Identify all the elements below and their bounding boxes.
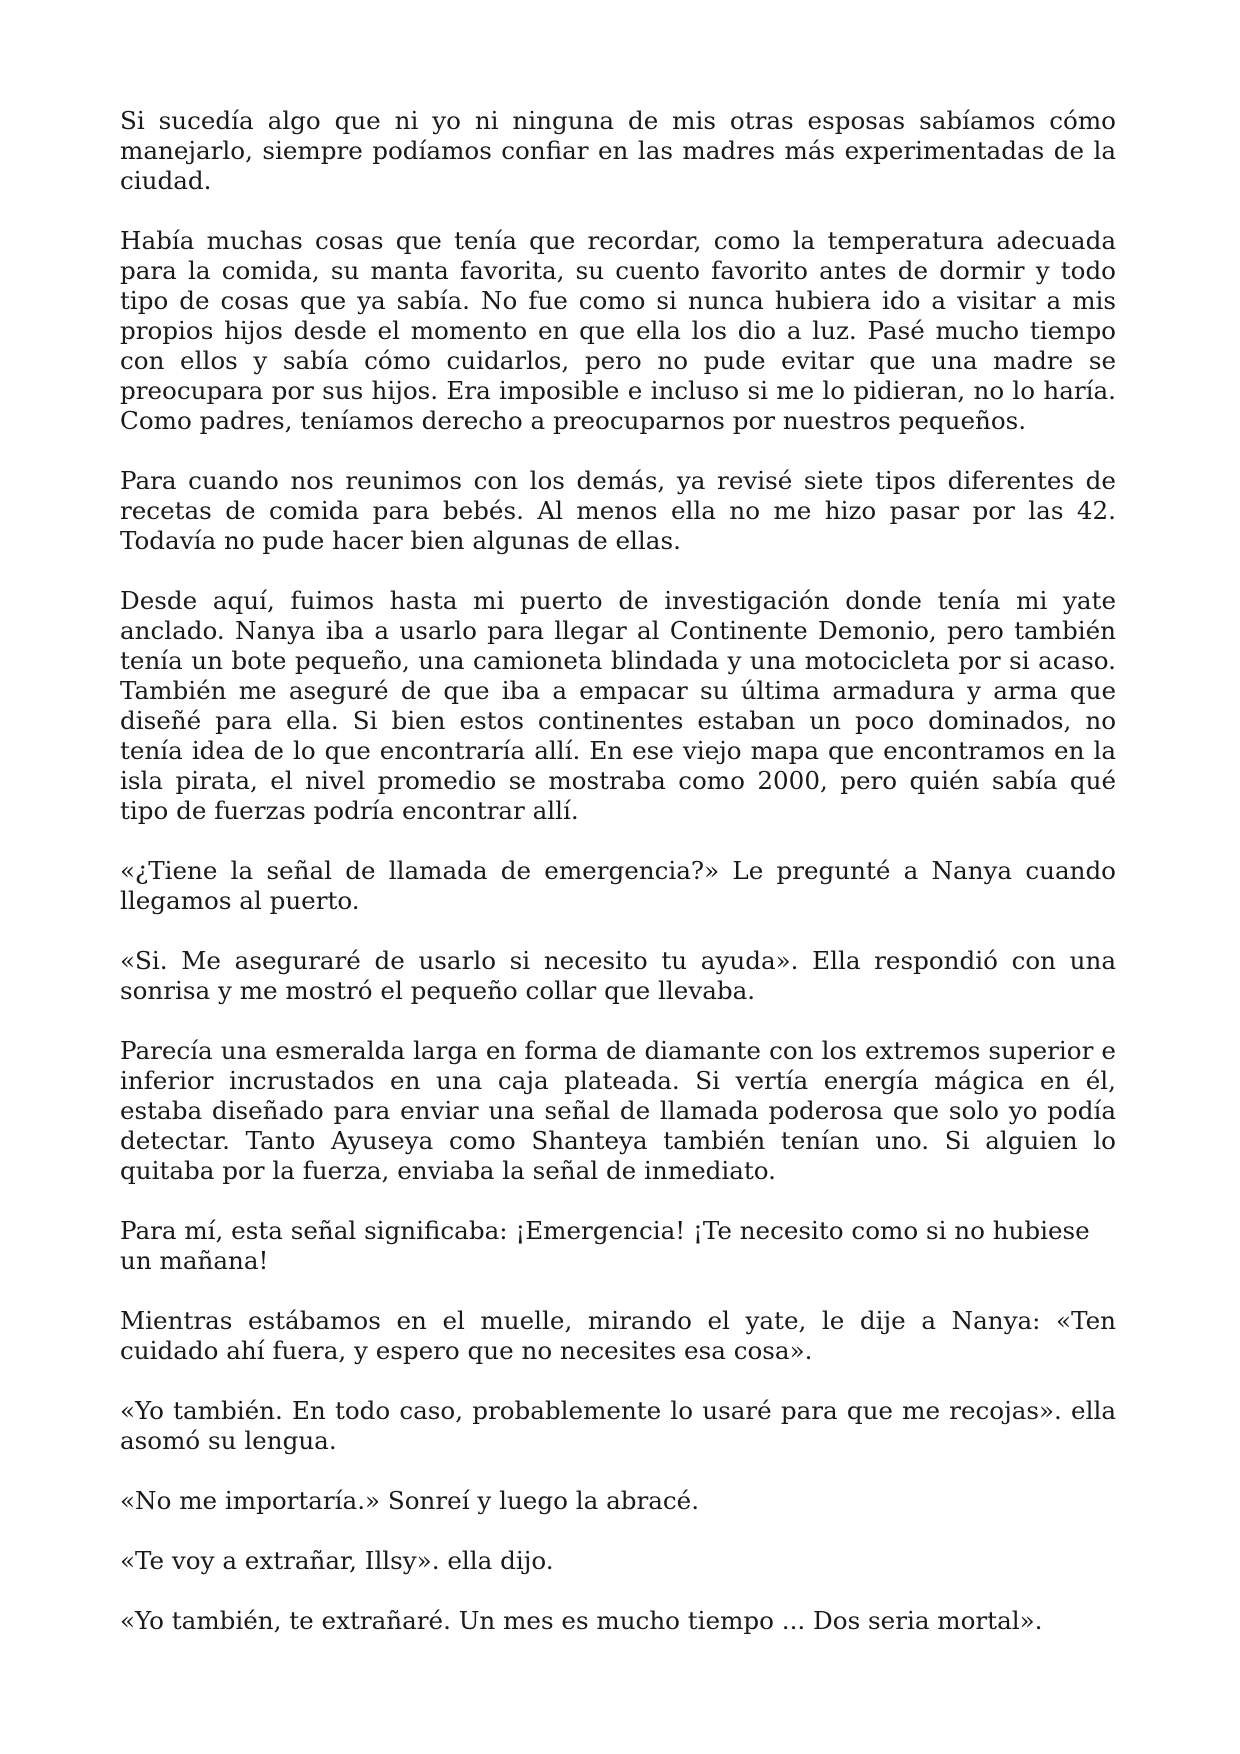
paragraph-2: Había muchas cosas que tenía que recordar, como la temperatura adecuada para la comida, su manta favorita, su cuento favorito antes de dormir y todo tipo de cosas que ya sabía. No fue como si nunca hubiera ido a visitar a mis propios hijos desde el momento en que ella los dio a luz. Pasé mucho tiempo con ellos y sabía cómo cuidarlos, pero no pude evitar que una madre se preocupara por sus hijos. Era imposible e incluso si me lo pidieran, no lo haría. Como padres, teníamos derecho a preocuparnos por nuestros pequeños. <box>120 226 1116 435</box>
paragraph-1: Si sucedía algo que ni yo ni ninguna de mis otras esposas sabíamos cómo manejarlo, siempre podíamos confiar en las madres más experimentadas de la ciudad. <box>120 106 1116 195</box>
paragraph-6: «Si. Me aseguraré de usarlo si necesito tu ayuda». Ella respondió con una sonrisa y me mostró el pequeño collar que llevaba. <box>120 946 1116 1005</box>
paragraph-12: «Te voy a extrañar, Illsy». ella dijo. <box>120 1546 554 1575</box>
paragraph-9: Mientras estábamos en el muelle, mirando el yate, le dije a Nanya: «Ten cuidado ahí fuera, y espero que no necesites esa cosa». <box>120 1306 1116 1365</box>
paragraph-10: «Yo también. En todo caso, probablemente lo usaré para que me recojas». ella asomó su lengua. <box>120 1396 1116 1455</box>
paragraph-13: «Yo también, te extrañaré. Un mes es mucho tiempo ... Dos seria mortal». <box>120 1606 1043 1635</box>
paragraph-3: Para cuando nos reunimos con los demás, ya revisé siete tipos diferentes de recetas de comida para bebés. Al menos ella no me hizo pasar por las 42. Todavía no pude hacer bien algunas de ellas. <box>120 466 1116 555</box>
document-page <box>120 106 1116 1666</box>
paragraph-8: Para mí, esta señal significaba: ¡Emergencia! ¡Te necesito como si no hubiese un mañana! <box>120 1216 1090 1275</box>
paragraph-11: «No me importaría.» Sonreí y luego la abracé. <box>120 1486 700 1515</box>
paragraph-5: «¿Tiene la señal de llamada de emergencia?» Le pregunté a Nanya cuando llegamos al puerto. <box>120 856 1116 915</box>
paragraph-4: Desde aquí, fuimos hasta mi puerto de investigación donde tenía mi yate anclado. Nanya iba a usarlo para llegar al Continente Demonio, pero también tenía un bote pequeño, una camioneta blindada y una motocicleta por si acaso. También me aseguré de que iba a empacar su última armadura y arma que diseñé para ella. Si bien estos continentes estaban un poco dominados, no tenía idea de lo que encontraría allí. En ese viejo mapa que encontramos en la isla pirata, el nivel promedio se mostraba como 2000, pero quién sabía qué tipo de fuerzas podría encontrar allí. <box>120 586 1116 825</box>
paragraph-7: Parecía una esmeralda larga en forma de diamante con los extremos superior e inferior incrustados en una caja plateada. Si vertía energía mágica en él, estaba diseñado para enviar una señal de llamada poderosa que solo yo podía detectar. Tanto Ayuseya como Shanteya también tenían uno. Si alguien lo quitaba por la fuerza, enviaba la señal de inmediato. <box>120 1036 1116 1185</box>
